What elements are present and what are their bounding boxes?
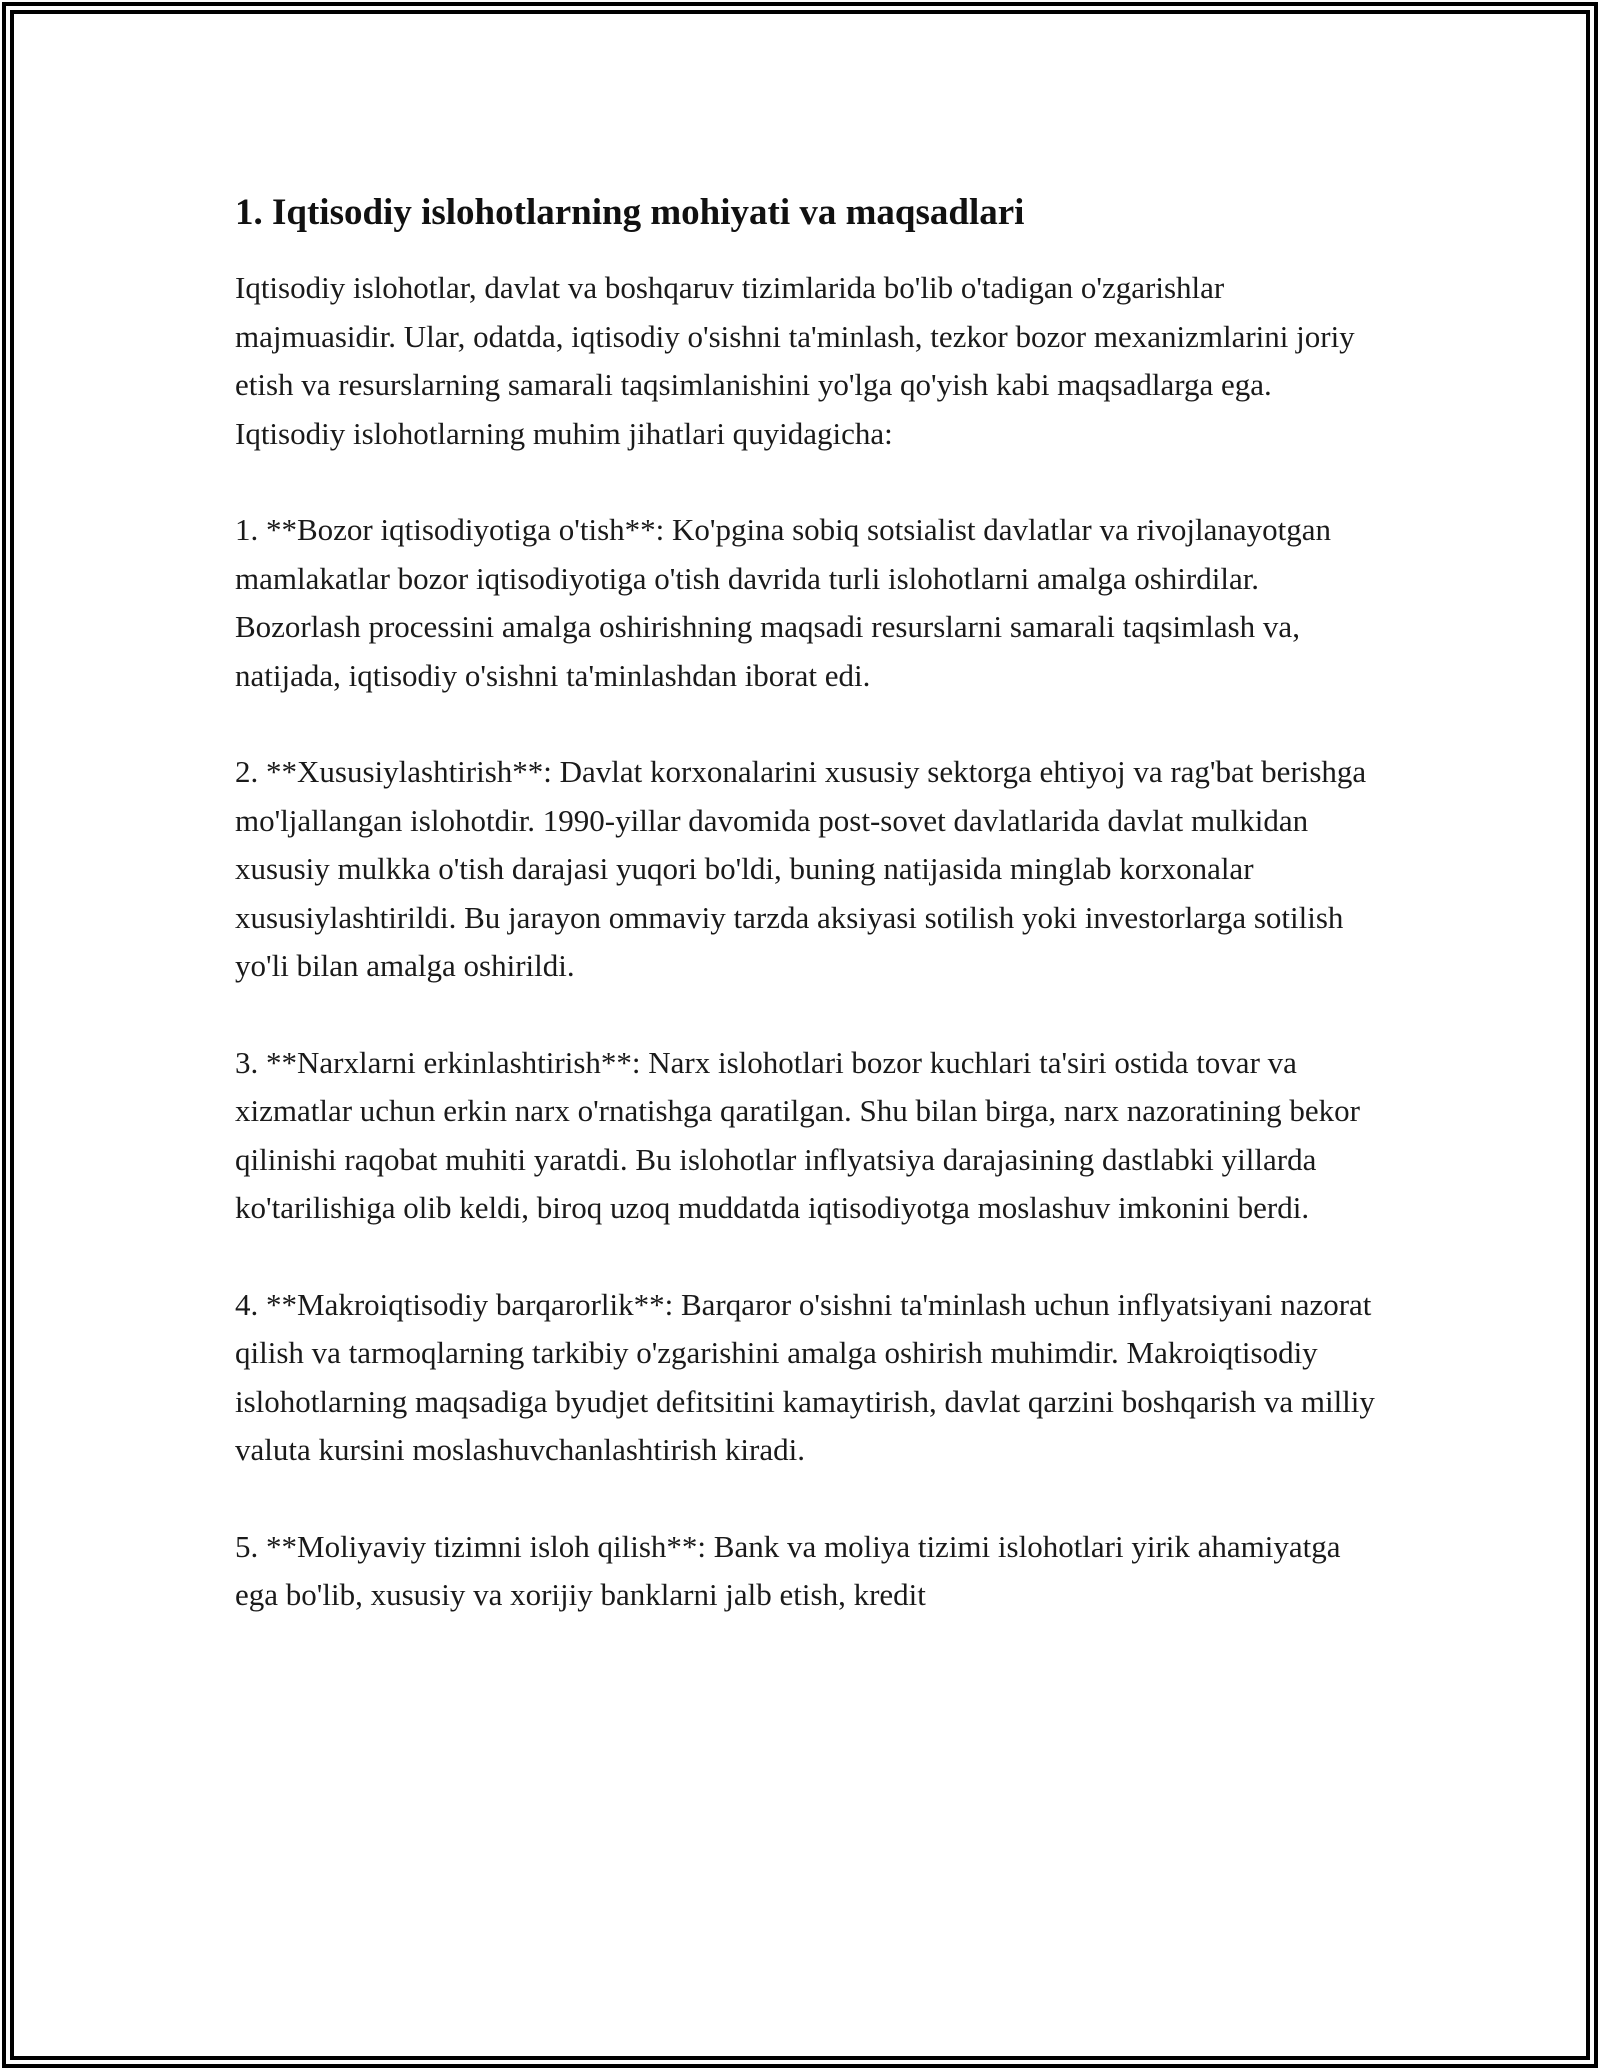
document-body (235, 188, 1375, 1668)
section-heading: 1. Iqtisodiy islohotlarning mohiyati va maqsadlari (235, 192, 1025, 233)
list-item-financial-reform: 5. **Moliyaviy tizimni isloh qilish**: Bank va moliya tizimi islohotlari yirik ahamiyatga ega bo'lib, xususiy va xorijiy banklarni jalb etish, kredit (235, 1528, 1341, 1612)
list-item-price-liberalization: 3. **Narxlarni erkinlashtirish**: Narx islohotlari bozor kuchlari ta'siri ostida tovar va xizmatlar uchun erkin narx o'rnatishga qaratilgan. Shu bilan birga, narx nazoratining bekor qilinishi raqobat muhiti yaratdi. Bu islohotlar inflyatsiya darajasining dastlabki yillarda ko'tarilishiga olib keldi, biroq uzoq muddatda iqtisodiyotga moslashuv imkonini berdi. (235, 1044, 1360, 1225)
intro-paragraph: Iqtisodiy islohotlar, davlat va boshqaruv tizimlarida bo'lib o'tadigan o'zgarishlar majmuasidir. Ular, odatda, iqtisodiy o'sishni ta'minlash, tezkor bozor mexanizmlarini joriy etish va resurslarning samarali taqsimlanishini yo'lga qo'yish kabi maqsadlarga ega. Iqtisodiy islohotlarning muhim jihatlari quyidagicha: (235, 270, 1355, 451)
list-item-privatization: 2. **Xususiylashtirish**: Davlat korxonalarini xususiy sektorga ehtiyoj va rag'bat berishga mo'ljallangan islohotdir. 1990-yillar davomida post-sovet davlatlarida davlat mulkidan xususiy mulkka o'tish darajasi yuqori bo'ldi, buning natijasida minglab korxonalar xususiylashtirildi. Bu jarayon ommaviy tarzda aksiyasi sotilish yoki investorlarga sotilish yo'li bilan amalga oshirildi. (235, 754, 1367, 983)
list-item-macro-stability: 4. **Makroiqtisodiy barqarorlik**: Barqaror o'sishni ta'minlash uchun inflyatsiyani nazorat qilish va tarmoqlarning tarkibiy o'zgarishini amalga oshirish muhimdir. Makroiqtisodiy islohotlarning maqsadiga byudjet defitsitini kamaytirish, davlat qarzini boshqarish va milliy valuta kursini moslashuvchanlashtirish kiradi. (235, 1286, 1375, 1467)
list-item-market-transition: 1. **Bozor iqtisodiyotiga o'tish**: Ko'pgina sobiq sotsialist davlatlar va rivojlanayotgan mamlakatlar bozor iqtisodiyotiga o'tish davrida turli islohotlarni amalga oshirdilar. Bozorlash processini amalga oshirishning maqsadi resurslarni samarali taqsimlash va, natijada, iqtisodiy o'sishni ta'minlashdan iborat edi. (235, 512, 1332, 693)
